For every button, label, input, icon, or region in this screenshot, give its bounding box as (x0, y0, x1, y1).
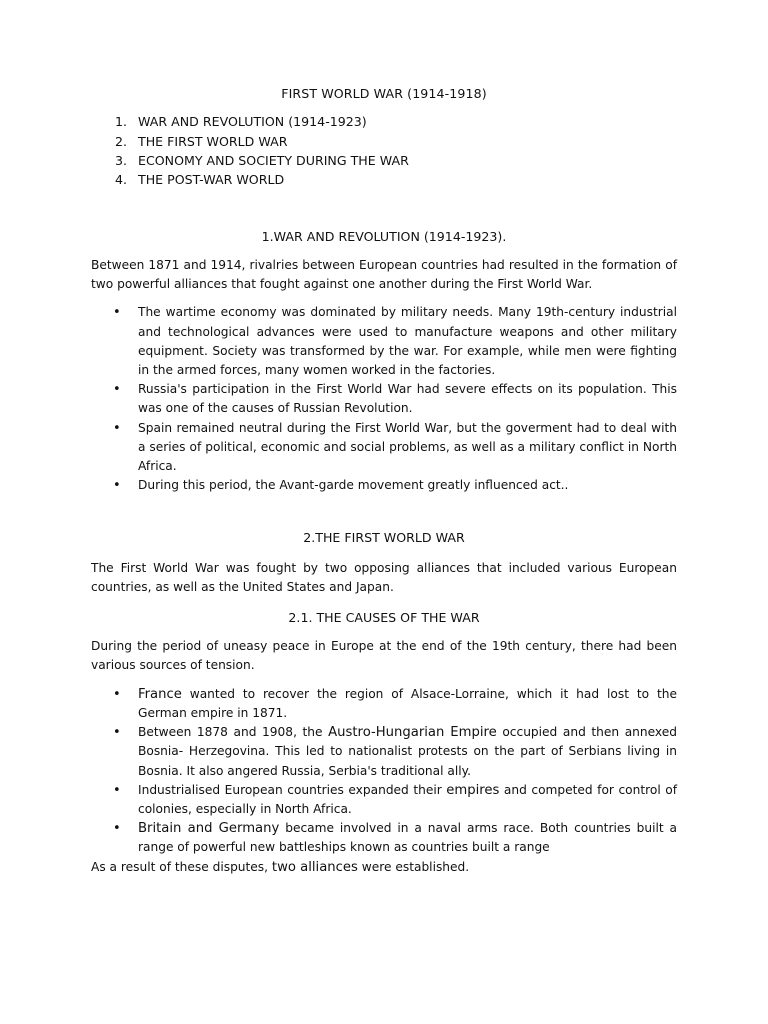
toc-label: WAR AND REVOLUTION (1914-1923) (138, 114, 367, 130)
document-title: FIRST WORLD WAR (1914-1918) (281, 86, 487, 101)
toc-item (91, 112, 677, 131)
toc-number: 3. (115, 153, 128, 169)
bullet-icon: • (113, 782, 121, 798)
list-item (91, 781, 677, 819)
section2-sub-heading: 2.1. THE CAUSES OF THE WAR (288, 610, 480, 626)
section2-intro: The First World War was fought by two opposing alliances that included various European countries, as well as the United States and Japan. (91, 560, 677, 594)
toc-item (91, 170, 677, 189)
toc-number: 2. (115, 133, 128, 149)
toc-label: ECONOMY AND SOCIETY DURING THE WAR (138, 153, 409, 169)
bullet-icon: • (113, 382, 121, 398)
list-item-text: The wartime economy was dominated by military needs. Many 19th-century industrial and technological advances were used to manufacture weapons and other military equipment. Society was transformed by the war. For example, while men were fighting in the armed forces, many women worked in the factories. (138, 305, 677, 378)
list-item-pre: Industrialised European countries expanded their (138, 782, 447, 797)
section1-heading: 1.WAR AND REVOLUTION (1914-1923). (261, 228, 507, 244)
toc-label: THE POST-WAR WORLD (138, 172, 285, 188)
list-item-post: occupied and then annexed Bosnia- Herzegovina. This led to nationalist protests on the part of Serbians living in Bosnia. It also angered Russia, Serbia's traditional ally. (138, 725, 677, 778)
closing-pre: As a result of these disputes, (91, 859, 272, 874)
list-item (91, 819, 677, 857)
list-item-post: became involved in a naval arms race. Both countries built a range of powerful new battleships known as countries built a range (138, 821, 678, 855)
list-item-post: and competed for control of colonies, especially in North Africa. (138, 782, 677, 816)
section2-sub-intro: During the period of uneasy peace in Europe at the end of the 19th century, there had been various sources of tension. (91, 639, 677, 673)
list-item-pre: Between 1878 and 1908, the (138, 725, 329, 740)
toc-number: 1. (115, 114, 128, 130)
closing-emphasis: two alliances (271, 859, 358, 875)
section1-bullet-list (91, 303, 677, 495)
toc-item (91, 132, 677, 151)
list-item-emphasis: Austro-Hungarian Empire (328, 725, 497, 741)
list-item-emphasis: empires (446, 782, 500, 798)
closing-paragraph (91, 858, 677, 877)
section1-intro: Between 1871 and 1914, rivalries between European countries had resulted in the formation of two powerful alliances that fought against one another during the First World War. (91, 258, 677, 292)
list-item-emphasis: France (138, 686, 182, 702)
bullet-icon: • (113, 725, 121, 741)
toc-label: THE FIRST WORLD WAR (138, 133, 288, 149)
document-page (91, 84, 677, 877)
list-item (91, 419, 677, 477)
bullet-icon: • (113, 686, 121, 702)
list-item (91, 303, 677, 380)
section2-heading: 2.THE FIRST WORLD WAR (303, 530, 465, 546)
list-item-post: wanted to recover the region of Alsace-Lorraine, which it had lost to the German empire in 1871. (138, 686, 677, 720)
list-item (91, 723, 677, 781)
list-item-text: Spain remained neutral during the First World War, but the goverment had to deal with a series of political, economic and social problems, as well as a military conflict in North Africa. (138, 420, 677, 474)
list-item (91, 685, 677, 723)
toc-number: 4. (115, 172, 128, 188)
bullet-icon: • (113, 305, 121, 321)
bullet-icon: • (113, 821, 121, 837)
list-item-text: During this period, the Avant-garde movement greatly influenced act.. (138, 478, 569, 493)
table-of-contents (91, 112, 677, 190)
list-item-text: Russia's participation in the First World War had severe effects on its population. This was one of the causes of Russian Revolution. (138, 382, 677, 416)
list-item-emphasis: Britain and Germany (138, 821, 280, 837)
closing-post: were established. (357, 859, 470, 874)
causes-bullet-list (91, 685, 677, 858)
toc-item (91, 151, 677, 170)
list-item (91, 476, 677, 495)
bullet-icon: • (113, 420, 121, 436)
list-item (91, 380, 677, 418)
bullet-icon: • (113, 478, 121, 494)
